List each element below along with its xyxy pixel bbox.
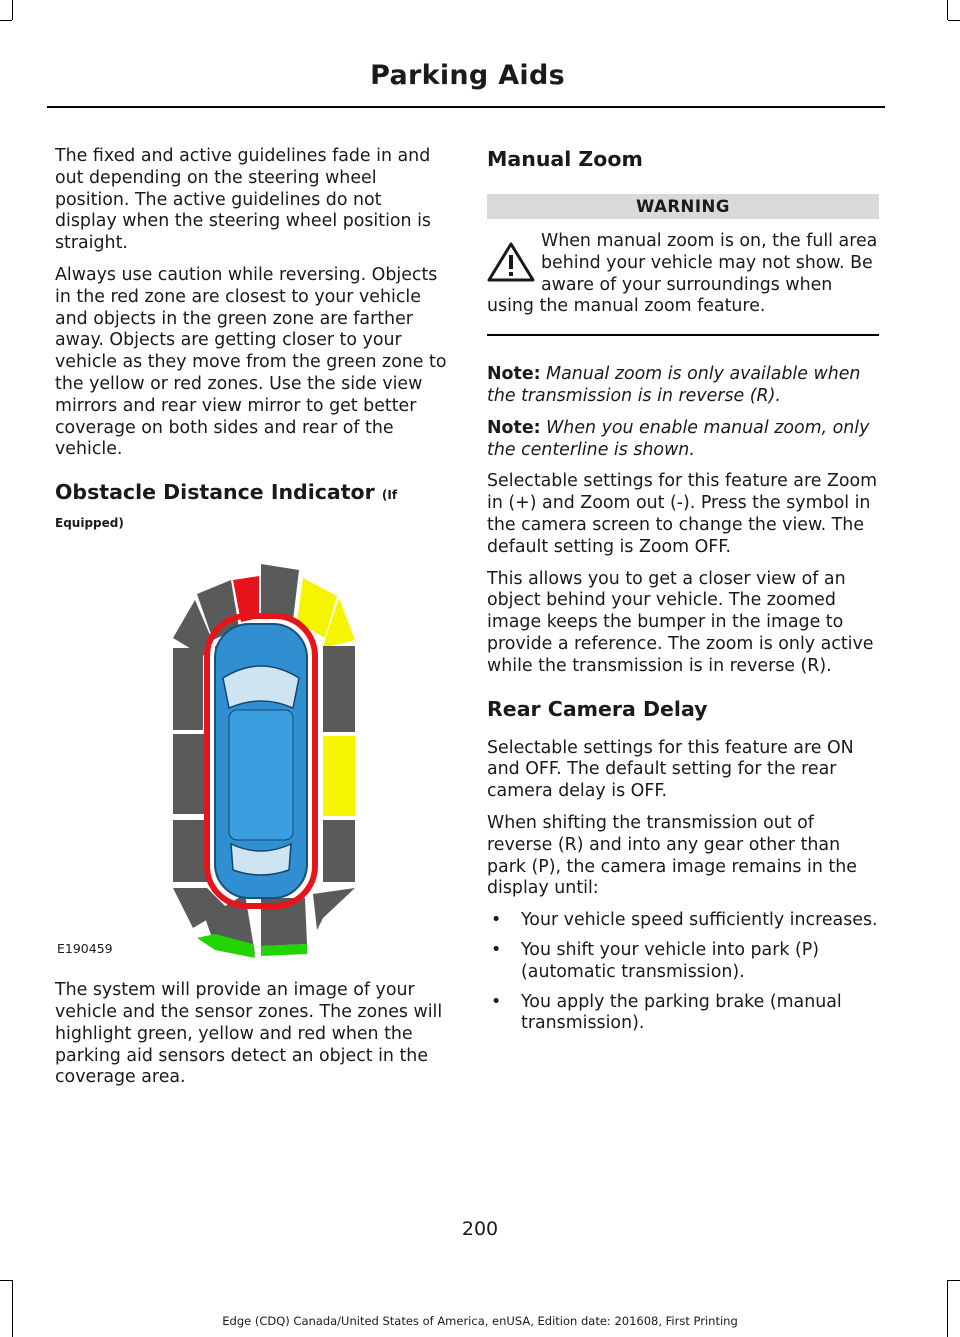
- left-side-zone-3: [173, 734, 207, 814]
- crop-mark: [948, 1280, 960, 1281]
- crop-mark: [12, 1280, 13, 1337]
- right-side-zone-2: [323, 736, 355, 816]
- note-label: Note:: [487, 364, 541, 385]
- figure-id: E190459: [57, 941, 113, 957]
- heading-suffix: (If: [381, 488, 398, 503]
- paragraph: The fixed and active guidelines fade in and out depending on the steering wheel position. The active guidelines do not display when the steering wheel position is straight.: [55, 146, 431, 254]
- page-number: 200: [461, 1218, 499, 1240]
- left-column: [55, 146, 447, 1099]
- note-text: Manual zoom is only available when the transmission is in reverse (R).: [487, 364, 861, 406]
- warning-banner: WARNING: [487, 194, 879, 219]
- footer-text: Edge (CDQ) Canada/United States of America, enUSA, Edition date: 201608, First Printing: [222, 1314, 738, 1328]
- vehicle-windshield: [223, 666, 299, 708]
- rear-center-green-zone: [261, 944, 307, 956]
- front-center-zone: [261, 564, 299, 620]
- list-item: • You apply the parking brake (manual transmission).: [487, 992, 879, 1036]
- right-side-zone-3: [323, 820, 355, 882]
- note: [487, 364, 879, 408]
- obstacle-distance-figure: [55, 558, 447, 960]
- vehicle-top-view: [207, 616, 315, 906]
- heading-text: Obstacle Distance Indicator: [55, 480, 375, 505]
- warning-box: [487, 231, 879, 318]
- crop-mark: [947, 0, 948, 20]
- vehicle-roof: [229, 710, 293, 840]
- paragraph: Selectable settings for this feature are Zoom in (+) and Zoom out (-). Press the symbol in the camera screen to change the view. The default setting is Zoom OFF.: [487, 471, 878, 557]
- left-side-zone-1: [173, 648, 203, 730]
- warning-triangle-icon: [487, 241, 535, 283]
- list-item: • You shift your vehicle into park (P) (automatic transmission).: [487, 940, 879, 984]
- warning-text: When manual zoom is on, the full area behind your vehicle may not show. Be aware of your surroundings when using the manual zoom feature.: [487, 231, 878, 317]
- section-heading-obstacle-indicator: [55, 479, 447, 508]
- section-heading-manual-zoom: Manual Zoom: [487, 147, 643, 171]
- rear-right-zone: [313, 888, 355, 930]
- crop-mark: [12, 0, 13, 20]
- warning-divider: [487, 334, 879, 336]
- paragraph: When shifting the transmission out of reverse (R) and into any gear other than park (P), the camera image remains in the display until:: [487, 812, 857, 899]
- crop-mark: [0, 1280, 12, 1281]
- header-divider: [47, 106, 885, 108]
- section-heading-rear-camera-delay: Rear Camera Delay: [487, 696, 708, 721]
- crop-mark: [0, 20, 12, 21]
- right-column: [487, 146, 879, 1043]
- heading-suffix-line2: Equipped): [55, 516, 124, 531]
- list-item: • Your vehicle speed sufficiently increases.: [487, 910, 879, 932]
- crop-mark: [948, 20, 960, 21]
- crop-mark: [947, 1280, 948, 1337]
- page-title: Parking Aids: [370, 60, 565, 91]
- paragraph: Always use caution while reversing. Objects in the red zone are closest to your vehicle and objects in the green zone are farther away. Objects are getting closer to your vehicle as they move from the green zone to the yellow or red zones. Use the side view mirrors and rear view mirror to get better coverage on both sides and rear of the vehicle.: [55, 264, 447, 460]
- note-text: When you enable manual zoom, only the centerline is shown.: [487, 417, 870, 460]
- left-side-zone-4: [173, 820, 207, 882]
- bullet-list: [487, 910, 879, 1035]
- paragraph: This allows you to get a closer view of an object behind your vehicle. The zoomed image keeps the bumper in the image to provide a reference. The zoom is only active while the transmission is in reverse (R).: [487, 568, 874, 676]
- paragraph: The system will provide an image of your vehicle and the sensor zones. The zones will highlight green, yellow and red when the parking aid sensors detect an object in the coverage area.: [55, 980, 443, 1088]
- sensor-zone-diagram: [55, 558, 447, 960]
- right-side-zone-1: [323, 646, 355, 732]
- paragraph: Selectable settings for this feature are ON and OFF. The default setting for the rear camera delay is OFF.: [487, 737, 854, 802]
- note: [487, 418, 879, 462]
- note-label: Note:: [487, 417, 541, 438]
